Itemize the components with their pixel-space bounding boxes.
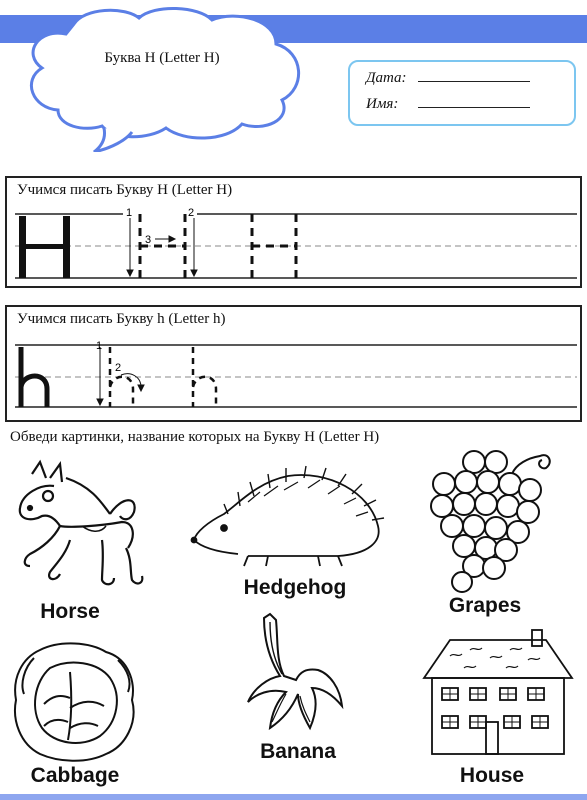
page-title: Буква Н (Letter H) [104, 50, 220, 66]
caption-house: House [459, 764, 525, 787]
practice-lowercase [5, 305, 582, 422]
date-line [366, 70, 530, 87]
date-field[interactable] [418, 70, 530, 82]
horse-icon[interactable] [10, 456, 150, 596]
hedgehog-icon[interactable] [188, 462, 388, 572]
cabbage-icon[interactable] [10, 638, 140, 768]
stroke-number-1: 1 [126, 207, 133, 219]
practice-uppercase [5, 176, 582, 288]
speech-cloud [14, 2, 314, 152]
banana-icon[interactable] [240, 610, 350, 740]
instruction-text: Обведи картинки, название которых на Букву Н (Letter H) [10, 429, 380, 445]
letter-h-lower-solid [21, 347, 47, 407]
caption-banana: Banana [260, 740, 336, 763]
stroke-number-3: 3 [145, 234, 152, 246]
caption-hedgehog: Hedgehog [243, 576, 347, 599]
name-field[interactable] [418, 96, 530, 108]
practice-uppercase-title: Учимся писать Букву Н (Letter H) [17, 182, 233, 198]
caption-horse: Horse [40, 600, 100, 623]
practice-lowercase-title: Учимся писать Букву h (Letter h) [17, 311, 226, 327]
grapes-icon[interactable] [424, 444, 574, 594]
stroke-number-1: 1 [96, 340, 103, 352]
caption-cabbage: Cabbage [30, 764, 120, 787]
footer-band [0, 794, 587, 800]
stroke-number-2: 2 [188, 207, 195, 219]
name-label: Имя: [366, 96, 399, 112]
name-line [366, 96, 530, 113]
house-icon[interactable] [420, 628, 580, 758]
caption-grapes: Grapes [448, 594, 522, 617]
letter-h-upper-solid [19, 216, 70, 278]
date-label: Дата: [366, 70, 407, 86]
info-box [348, 60, 576, 126]
stroke-number-2: 2 [115, 362, 122, 374]
